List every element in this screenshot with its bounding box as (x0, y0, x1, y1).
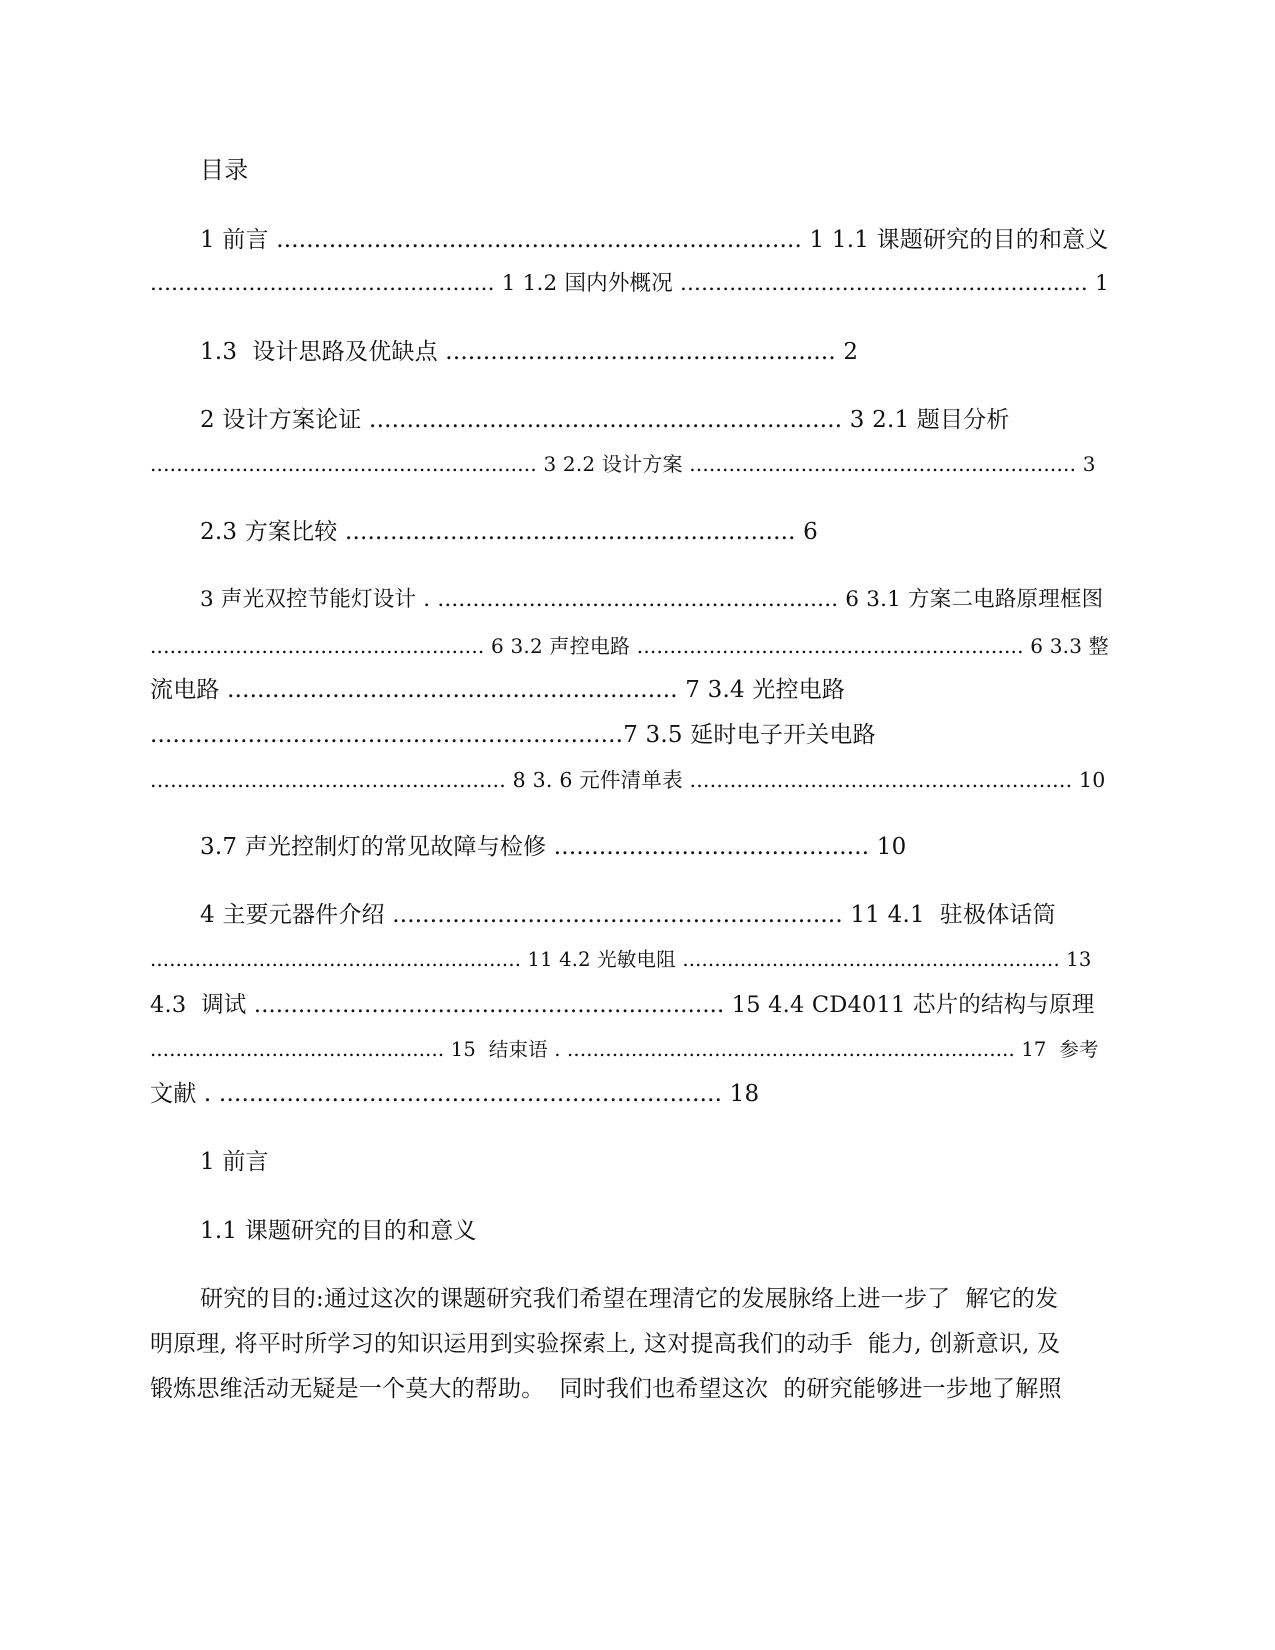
paragraph-line: 研究的目的:通过这次的课题研究我们希望在理清它的发展脉络上进一步了 解它的发 (200, 1286, 1059, 1312)
toc-line: 4 主要元器件介绍 ............................................................ 11 4.1 驻极体话筒 (200, 902, 1056, 928)
section-heading: 1 前言 (200, 1149, 269, 1175)
toc-line: 2.3 方案比较 ............................................................ 6 (200, 519, 819, 545)
toc-line: ..................................................... 8 3. 6 元件清单表 ......................................................... 10 (150, 768, 1106, 792)
toc-line: 4.3 调试 ................................................................ 15 4.4 CD4011 芯片的结构与原理 (150, 992, 1095, 1018)
paragraph-line: 明原理, 将平时所学习的知识运用到实验探索上, 这对提高我们的动手 能力, 创新意识, 及 (150, 1331, 1061, 1357)
toc-line: 1 前言 ...................................................................... 1 1.1 课题研究的目的和意义 (200, 227, 1109, 253)
toc-line: ........................................................... 3 2.2 设计方案 ........................................................... 3 (150, 452, 1096, 476)
toc-line: ...............................................................7 3.5 延时电子开关电路 (150, 722, 876, 748)
toc-line: 流电路 ............................................................ 7 3.4 光控电路 (150, 677, 846, 703)
toc-line: ................................................. 1 1.2 国内外概况 .......................................................... 1 (150, 271, 1109, 296)
subsection-heading: 1.1 课题研究的目的和意义 (200, 1218, 477, 1244)
paragraph-line: 锻炼思维活动无疑是一个莫大的帮助。 同时我们也希望这次 的研究能够进一步地了解照 (150, 1376, 1062, 1402)
toc-line: .............................................. 15 结束语 . ...................................................................... 17 参考 (150, 1038, 1099, 1061)
toc-line: 文献 . ................................................................... 18 (150, 1081, 760, 1107)
toc-line: 3 声光双控节能灯设计 . ......................................................... 6 3.1 方案二电路原理框图 (200, 587, 1104, 612)
toc-line: 1.3 设计思路及优缺点 .................................................... 2 (200, 339, 859, 365)
toc-line: .......................................................... 11 4.2 光敏电阻 ........................................................... 13 (150, 948, 1092, 971)
toc-line: 2 设计方案论证 ............................................................... 3 2.1 题目分析 (200, 407, 1010, 433)
toc-title: 目录 (200, 156, 249, 184)
toc-line: ................................................... 6 3.2 声控电路 ........................................................... 6 3.3 整 (150, 634, 1109, 658)
toc-line: 3.7 声光控制灯的常见故障与检修 .......................................... 10 (200, 834, 907, 860)
